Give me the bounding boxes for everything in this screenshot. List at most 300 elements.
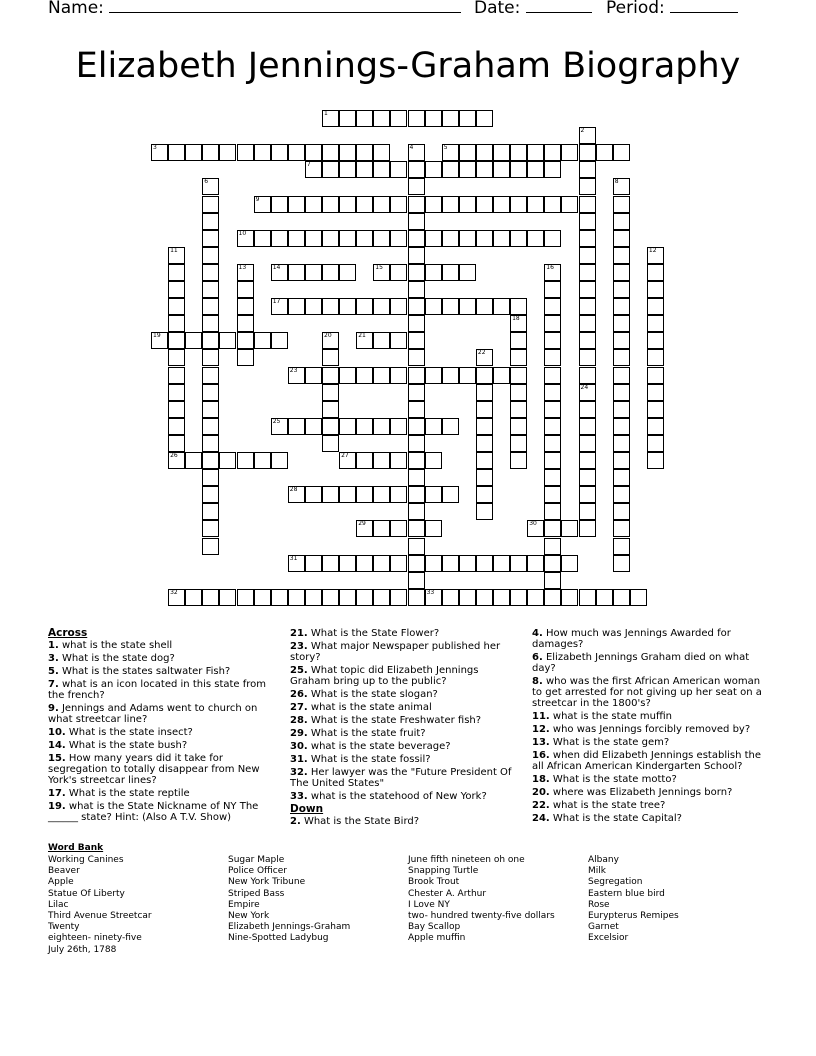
grid-cell[interactable]: [613, 367, 630, 384]
grid-cell[interactable]: [613, 401, 630, 418]
grid-cell[interactable]: [202, 349, 219, 366]
grid-cell[interactable]: [356, 367, 373, 384]
grid-cell[interactable]: [579, 452, 596, 469]
grid-cell[interactable]: [151, 332, 168, 349]
grid-cell[interactable]: [476, 486, 493, 503]
grid-cell[interactable]: [219, 332, 236, 349]
grid-cell[interactable]: [510, 315, 527, 332]
grid-cell[interactable]: [579, 384, 596, 401]
grid-cell[interactable]: [647, 435, 664, 452]
grid-cell[interactable]: [527, 230, 544, 247]
grid-cell[interactable]: [322, 110, 339, 127]
grid-cell[interactable]: [185, 589, 202, 606]
grid-cell[interactable]: [544, 486, 561, 503]
grid-cell[interactable]: [185, 332, 202, 349]
grid-cell[interactable]: [544, 144, 561, 161]
grid-cell[interactable]: [425, 110, 442, 127]
grid-cell[interactable]: [579, 144, 596, 161]
grid-cell[interactable]: [356, 298, 373, 315]
grid-cell[interactable]: [322, 264, 339, 281]
grid-cell[interactable]: [613, 555, 630, 572]
grid-cell[interactable]: [202, 469, 219, 486]
grid-cell[interactable]: [288, 298, 305, 315]
grid-cell[interactable]: [613, 384, 630, 401]
grid-cell[interactable]: [237, 589, 254, 606]
grid-cell[interactable]: [237, 349, 254, 366]
grid-cell[interactable]: [442, 110, 459, 127]
grid-cell[interactable]: [561, 589, 578, 606]
grid-cell[interactable]: [579, 247, 596, 264]
grid-cell[interactable]: [476, 110, 493, 127]
grid-cell[interactable]: [476, 401, 493, 418]
grid-cell[interactable]: [510, 418, 527, 435]
grid-cell[interactable]: [202, 538, 219, 555]
grid-cell[interactable]: [271, 589, 288, 606]
grid-cell[interactable]: [647, 298, 664, 315]
grid-cell[interactable]: [373, 264, 390, 281]
grid-cell[interactable]: [579, 298, 596, 315]
grid-cell[interactable]: [408, 315, 425, 332]
grid-cell[interactable]: [579, 503, 596, 520]
grid-cell[interactable]: [202, 520, 219, 537]
grid-cell[interactable]: [390, 298, 407, 315]
grid-cell[interactable]: [561, 196, 578, 213]
grid-cell[interactable]: [425, 555, 442, 572]
grid-cell[interactable]: [168, 384, 185, 401]
grid-cell[interactable]: [202, 315, 219, 332]
grid-cell[interactable]: [202, 503, 219, 520]
grid-cell[interactable]: [579, 315, 596, 332]
grid-cell[interactable]: [544, 469, 561, 486]
grid-cell[interactable]: [185, 452, 202, 469]
grid-cell[interactable]: [527, 555, 544, 572]
grid-cell[interactable]: [442, 555, 459, 572]
grid-cell[interactable]: [202, 178, 219, 195]
grid-cell[interactable]: [271, 332, 288, 349]
grid-cell[interactable]: [476, 196, 493, 213]
grid-cell[interactable]: [288, 196, 305, 213]
grid-cell[interactable]: [339, 418, 356, 435]
grid-cell[interactable]: [459, 298, 476, 315]
grid-cell[interactable]: [322, 418, 339, 435]
grid-cell[interactable]: [373, 486, 390, 503]
grid-cell[interactable]: [579, 469, 596, 486]
grid-cell[interactable]: [613, 435, 630, 452]
grid-cell[interactable]: [305, 264, 322, 281]
grid-cell[interactable]: [613, 486, 630, 503]
grid-cell[interactable]: [356, 161, 373, 178]
grid-cell[interactable]: [168, 418, 185, 435]
grid-cell[interactable]: [561, 555, 578, 572]
grid-cell[interactable]: [373, 110, 390, 127]
grid-cell[interactable]: [237, 298, 254, 315]
grid-cell[interactable]: [168, 332, 185, 349]
grid-cell[interactable]: [579, 332, 596, 349]
grid-cell[interactable]: [356, 230, 373, 247]
grid-cell[interactable]: [168, 315, 185, 332]
grid-cell[interactable]: [271, 418, 288, 435]
grid-cell[interactable]: [579, 264, 596, 281]
grid-cell[interactable]: [544, 452, 561, 469]
grid-cell[interactable]: [544, 589, 561, 606]
grid-cell[interactable]: [322, 367, 339, 384]
grid-cell[interactable]: [459, 144, 476, 161]
grid-cell[interactable]: [202, 486, 219, 503]
grid-cell[interactable]: [390, 555, 407, 572]
grid-cell[interactable]: [408, 161, 425, 178]
grid-cell[interactable]: [373, 452, 390, 469]
grid-cell[interactable]: [579, 161, 596, 178]
grid-cell[interactable]: [390, 589, 407, 606]
grid-cell[interactable]: [476, 384, 493, 401]
grid-cell[interactable]: [288, 486, 305, 503]
grid-cell[interactable]: [442, 161, 459, 178]
grid-cell[interactable]: [408, 435, 425, 452]
grid-cell[interactable]: [356, 332, 373, 349]
grid-cell[interactable]: [544, 315, 561, 332]
grid-cell[interactable]: [202, 384, 219, 401]
grid-cell[interactable]: [476, 367, 493, 384]
grid-cell[interactable]: [408, 332, 425, 349]
grid-cell[interactable]: [544, 384, 561, 401]
grid-cell[interactable]: [288, 418, 305, 435]
grid-cell[interactable]: [356, 589, 373, 606]
grid-cell[interactable]: [356, 110, 373, 127]
grid-cell[interactable]: [271, 452, 288, 469]
grid-cell[interactable]: [459, 555, 476, 572]
grid-cell[interactable]: [288, 589, 305, 606]
grid-cell[interactable]: [579, 127, 596, 144]
grid-cell[interactable]: [476, 435, 493, 452]
grid-cell[interactable]: [168, 589, 185, 606]
grid-cell[interactable]: [425, 520, 442, 537]
grid-cell[interactable]: [442, 486, 459, 503]
grid-cell[interactable]: [493, 144, 510, 161]
grid-cell[interactable]: [425, 486, 442, 503]
grid-cell[interactable]: [579, 367, 596, 384]
grid-cell[interactable]: [544, 538, 561, 555]
grid-cell[interactable]: [544, 281, 561, 298]
grid-cell[interactable]: [305, 144, 322, 161]
grid-cell[interactable]: [390, 161, 407, 178]
grid-cell[interactable]: [647, 281, 664, 298]
grid-cell[interactable]: [322, 349, 339, 366]
grid-cell[interactable]: [476, 555, 493, 572]
grid-cell[interactable]: [202, 452, 219, 469]
grid-cell[interactable]: [613, 264, 630, 281]
grid-cell[interactable]: [219, 589, 236, 606]
grid-cell[interactable]: [237, 281, 254, 298]
grid-cell[interactable]: [322, 486, 339, 503]
grid-cell[interactable]: [442, 196, 459, 213]
grid-cell[interactable]: [613, 503, 630, 520]
grid-cell[interactable]: [339, 555, 356, 572]
grid-cell[interactable]: [408, 384, 425, 401]
grid-cell[interactable]: [613, 452, 630, 469]
grid-cell[interactable]: [373, 418, 390, 435]
grid-cell[interactable]: [510, 401, 527, 418]
grid-cell[interactable]: [493, 589, 510, 606]
grid-cell[interactable]: [647, 264, 664, 281]
grid-cell[interactable]: [493, 161, 510, 178]
grid-cell[interactable]: [237, 144, 254, 161]
grid-cell[interactable]: [425, 161, 442, 178]
grid-cell[interactable]: [544, 555, 561, 572]
grid-cell[interactable]: [579, 520, 596, 537]
grid-cell[interactable]: [237, 315, 254, 332]
grid-cell[interactable]: [202, 281, 219, 298]
grid-cell[interactable]: [476, 349, 493, 366]
grid-cell[interactable]: [408, 538, 425, 555]
grid-cell[interactable]: [647, 349, 664, 366]
grid-cell[interactable]: [425, 589, 442, 606]
grid-cell[interactable]: [476, 503, 493, 520]
grid-cell[interactable]: [613, 281, 630, 298]
grid-cell[interactable]: [408, 213, 425, 230]
grid-cell[interactable]: [271, 298, 288, 315]
grid-cell[interactable]: [339, 589, 356, 606]
grid-cell[interactable]: [305, 555, 322, 572]
grid-cell[interactable]: [322, 401, 339, 418]
grid-cell[interactable]: [408, 469, 425, 486]
grid-cell[interactable]: [442, 418, 459, 435]
grid-cell[interactable]: [202, 230, 219, 247]
grid-cell[interactable]: [168, 452, 185, 469]
grid-cell[interactable]: [271, 196, 288, 213]
grid-cell[interactable]: [151, 144, 168, 161]
grid-cell[interactable]: [579, 349, 596, 366]
grid-cell[interactable]: [510, 144, 527, 161]
grid-cell[interactable]: [202, 144, 219, 161]
grid-cell[interactable]: [613, 230, 630, 247]
grid-cell[interactable]: [613, 298, 630, 315]
grid-cell[interactable]: [408, 401, 425, 418]
grid-cell[interactable]: [544, 349, 561, 366]
grid-cell[interactable]: [408, 589, 425, 606]
grid-cell[interactable]: [356, 196, 373, 213]
grid-cell[interactable]: [305, 161, 322, 178]
grid-cell[interactable]: [408, 281, 425, 298]
grid-cell[interactable]: [408, 555, 425, 572]
grid-cell[interactable]: [356, 452, 373, 469]
grid-cell[interactable]: [168, 367, 185, 384]
grid-cell[interactable]: [202, 264, 219, 281]
grid-cell[interactable]: [510, 435, 527, 452]
grid-cell[interactable]: [373, 298, 390, 315]
grid-cell[interactable]: [408, 349, 425, 366]
grid-cell[interactable]: [442, 298, 459, 315]
grid-cell[interactable]: [510, 349, 527, 366]
grid-cell[interactable]: [425, 367, 442, 384]
grid-cell[interactable]: [408, 110, 425, 127]
grid-cell[interactable]: [476, 230, 493, 247]
grid-cell[interactable]: [510, 589, 527, 606]
grid-cell[interactable]: [613, 469, 630, 486]
grid-cell[interactable]: [561, 144, 578, 161]
grid-cell[interactable]: [305, 230, 322, 247]
grid-cell[interactable]: [202, 435, 219, 452]
grid-cell[interactable]: [510, 452, 527, 469]
grid-cell[interactable]: [527, 589, 544, 606]
grid-cell[interactable]: [596, 144, 613, 161]
grid-cell[interactable]: [579, 589, 596, 606]
grid-cell[interactable]: [254, 589, 271, 606]
grid-cell[interactable]: [237, 332, 254, 349]
grid-cell[interactable]: [322, 332, 339, 349]
grid-cell[interactable]: [459, 589, 476, 606]
grid-cell[interactable]: [168, 281, 185, 298]
grid-cell[interactable]: [202, 418, 219, 435]
grid-cell[interactable]: [510, 161, 527, 178]
grid-cell[interactable]: [613, 538, 630, 555]
grid-cell[interactable]: [442, 367, 459, 384]
grid-cell[interactable]: [356, 418, 373, 435]
grid-cell[interactable]: [322, 589, 339, 606]
grid-cell[interactable]: [596, 589, 613, 606]
grid-cell[interactable]: [613, 178, 630, 195]
grid-cell[interactable]: [459, 110, 476, 127]
grid-cell[interactable]: [322, 555, 339, 572]
grid-cell[interactable]: [305, 196, 322, 213]
grid-cell[interactable]: [168, 264, 185, 281]
grid-cell[interactable]: [202, 367, 219, 384]
grid-cell[interactable]: [237, 452, 254, 469]
grid-cell[interactable]: [613, 247, 630, 264]
grid-cell[interactable]: [408, 230, 425, 247]
grid-cell[interactable]: [408, 418, 425, 435]
grid-cell[interactable]: [305, 418, 322, 435]
grid-cell[interactable]: [579, 486, 596, 503]
grid-cell[interactable]: [613, 520, 630, 537]
grid-cell[interactable]: [339, 196, 356, 213]
grid-cell[interactable]: [202, 401, 219, 418]
grid-cell[interactable]: [322, 161, 339, 178]
grid-cell[interactable]: [288, 230, 305, 247]
grid-cell[interactable]: [579, 435, 596, 452]
grid-cell[interactable]: [339, 367, 356, 384]
grid-cell[interactable]: [305, 367, 322, 384]
grid-cell[interactable]: [579, 230, 596, 247]
grid-cell[interactable]: [579, 281, 596, 298]
grid-cell[interactable]: [527, 520, 544, 537]
grid-cell[interactable]: [237, 230, 254, 247]
grid-cell[interactable]: [373, 144, 390, 161]
grid-cell[interactable]: [544, 418, 561, 435]
grid-cell[interactable]: [254, 332, 271, 349]
grid-cell[interactable]: [339, 264, 356, 281]
grid-cell[interactable]: [527, 144, 544, 161]
grid-cell[interactable]: [544, 367, 561, 384]
grid-cell[interactable]: [271, 230, 288, 247]
grid-cell[interactable]: [425, 298, 442, 315]
grid-cell[interactable]: [254, 196, 271, 213]
grid-cell[interactable]: [339, 452, 356, 469]
grid-cell[interactable]: [305, 589, 322, 606]
grid-cell[interactable]: [408, 264, 425, 281]
grid-cell[interactable]: [579, 418, 596, 435]
grid-cell[interactable]: [579, 196, 596, 213]
grid-cell[interactable]: [510, 555, 527, 572]
grid-cell[interactable]: [322, 196, 339, 213]
grid-cell[interactable]: [527, 161, 544, 178]
grid-cell[interactable]: [322, 298, 339, 315]
grid-cell[interactable]: [390, 418, 407, 435]
grid-cell[interactable]: [322, 384, 339, 401]
grid-cell[interactable]: [544, 503, 561, 520]
grid-cell[interactable]: [459, 264, 476, 281]
grid-cell[interactable]: [373, 589, 390, 606]
grid-cell[interactable]: [647, 418, 664, 435]
grid-cell[interactable]: [544, 572, 561, 589]
grid-cell[interactable]: [373, 332, 390, 349]
grid-cell[interactable]: [613, 349, 630, 366]
grid-cell[interactable]: [219, 144, 236, 161]
grid-cell[interactable]: [613, 332, 630, 349]
grid-cell[interactable]: [476, 144, 493, 161]
grid-cell[interactable]: [288, 264, 305, 281]
grid-cell[interactable]: [459, 230, 476, 247]
grid-cell[interactable]: [373, 520, 390, 537]
grid-cell[interactable]: [647, 401, 664, 418]
grid-cell[interactable]: [168, 435, 185, 452]
grid-cell[interactable]: [425, 230, 442, 247]
grid-cell[interactable]: [613, 418, 630, 435]
grid-cell[interactable]: [442, 264, 459, 281]
grid-cell[interactable]: [322, 144, 339, 161]
grid-cell[interactable]: [408, 452, 425, 469]
grid-cell[interactable]: [390, 520, 407, 537]
grid-cell[interactable]: [647, 384, 664, 401]
grid-cell[interactable]: [168, 298, 185, 315]
grid-cell[interactable]: [579, 178, 596, 195]
grid-cell[interactable]: [168, 144, 185, 161]
grid-cell[interactable]: [390, 196, 407, 213]
grid-cell[interactable]: [561, 520, 578, 537]
grid-cell[interactable]: [356, 555, 373, 572]
grid-cell[interactable]: [322, 230, 339, 247]
grid-cell[interactable]: [356, 520, 373, 537]
grid-cell[interactable]: [647, 367, 664, 384]
grid-cell[interactable]: [339, 298, 356, 315]
grid-cell[interactable]: [510, 298, 527, 315]
grid-cell[interactable]: [271, 144, 288, 161]
grid-cell[interactable]: [339, 486, 356, 503]
grid-cell[interactable]: [544, 161, 561, 178]
grid-cell[interactable]: [493, 555, 510, 572]
grid-cell[interactable]: [373, 555, 390, 572]
grid-cell[interactable]: [613, 144, 630, 161]
grid-cell[interactable]: [254, 452, 271, 469]
grid-cell[interactable]: [613, 315, 630, 332]
grid-cell[interactable]: [408, 196, 425, 213]
grid-cell[interactable]: [254, 144, 271, 161]
grid-cell[interactable]: [442, 589, 459, 606]
grid-cell[interactable]: [544, 435, 561, 452]
grid-cell[interactable]: [493, 230, 510, 247]
grid-cell[interactable]: [476, 418, 493, 435]
grid-cell[interactable]: [613, 196, 630, 213]
grid-cell[interactable]: [425, 452, 442, 469]
grid-cell[interactable]: [408, 247, 425, 264]
grid-cell[interactable]: [579, 213, 596, 230]
grid-cell[interactable]: [408, 144, 425, 161]
grid-cell[interactable]: [305, 486, 322, 503]
grid-cell[interactable]: [613, 213, 630, 230]
grid-cell[interactable]: [408, 298, 425, 315]
grid-cell[interactable]: [254, 230, 271, 247]
grid-cell[interactable]: [339, 161, 356, 178]
grid-cell[interactable]: [544, 230, 561, 247]
